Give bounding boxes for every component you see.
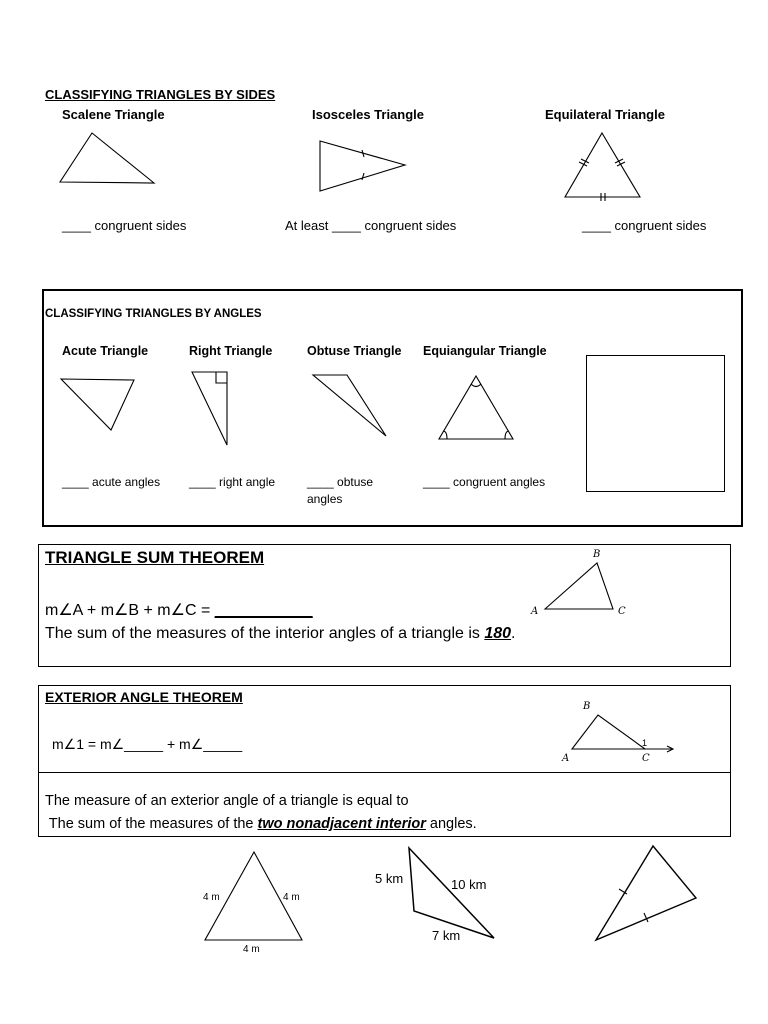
eq-right-label: 4 m [283, 892, 300, 903]
sc-left-label: 5 km [375, 871, 404, 886]
scalene-caption: ____ congruent sides [62, 218, 187, 233]
equilateral-title: Equilateral Triangle [545, 107, 665, 122]
statement-end: . [511, 625, 516, 642]
sides-heading: CLASSIFYING TRIANGLES BY SIDES [45, 87, 276, 102]
triangle-sum-heading: TRIANGLE SUM THEOREM [45, 548, 265, 567]
label-c: C [618, 606, 626, 617]
equation-text: m∠A + m∠B + m∠C = [45, 602, 215, 619]
line2-post: angles. [425, 816, 477, 832]
equilateral-caption: ____ congruent sides [582, 218, 707, 233]
exterior-heading: EXTERIOR ANGLE THEOREM [45, 689, 243, 705]
exterior-equation[interactable]: m∠1 = m∠_____ + m∠_____ [52, 736, 243, 752]
example-scalene-triangle [409, 848, 494, 938]
equiangular-title: Equiangular Triangle [423, 344, 547, 358]
sc-bottom-label: 7 km [432, 928, 461, 943]
acute-title: Acute Triangle [62, 344, 149, 358]
line2-emphasis: two nonadjacent interior [257, 816, 426, 832]
eq-left-label: 4 m [203, 892, 220, 903]
angles-heading: CLASSIFYING TRIANGLES BY ANGLES [45, 308, 262, 320]
right-title: Right Triangle [189, 344, 273, 358]
ext-label-a: A [562, 753, 570, 764]
exterior-statement-line1: The measure of an exterior angle of a triangle is equal to [45, 793, 409, 809]
right-caption: ____ right angle [189, 475, 276, 489]
ext-label-1: 1 [642, 738, 648, 748]
equiangular-caption: ____ congruent angles [423, 475, 546, 489]
obtuse-caption-line2: angles [307, 492, 343, 506]
obtuse-title: Obtuse Triangle [307, 344, 402, 358]
eq-bottom-label: 4 m [243, 944, 260, 955]
equation-blank[interactable]: ___________ [214, 602, 313, 619]
label-a: A [531, 606, 539, 617]
isosceles-caption: At least ____ congruent sides [285, 218, 457, 233]
scalene-title: Scalene Triangle [62, 107, 165, 122]
ext-label-c: C [642, 753, 650, 764]
label-b: B [593, 549, 601, 560]
statement-text: The sum of the measures of the interior angles of a triangle is [45, 625, 485, 642]
sc-right-label: 10 km [451, 877, 487, 892]
isosceles-title: Isosceles Triangle [312, 107, 425, 122]
ext-label-b: B [583, 701, 591, 712]
example-isosceles-triangle [596, 846, 696, 940]
obtuse-caption-line1: ____ obtuse [307, 475, 374, 489]
acute-caption: ____ acute angles [62, 475, 161, 489]
statement-answer: 180 [484, 625, 512, 642]
line2-pre: The sum of the measures of the [45, 816, 258, 832]
